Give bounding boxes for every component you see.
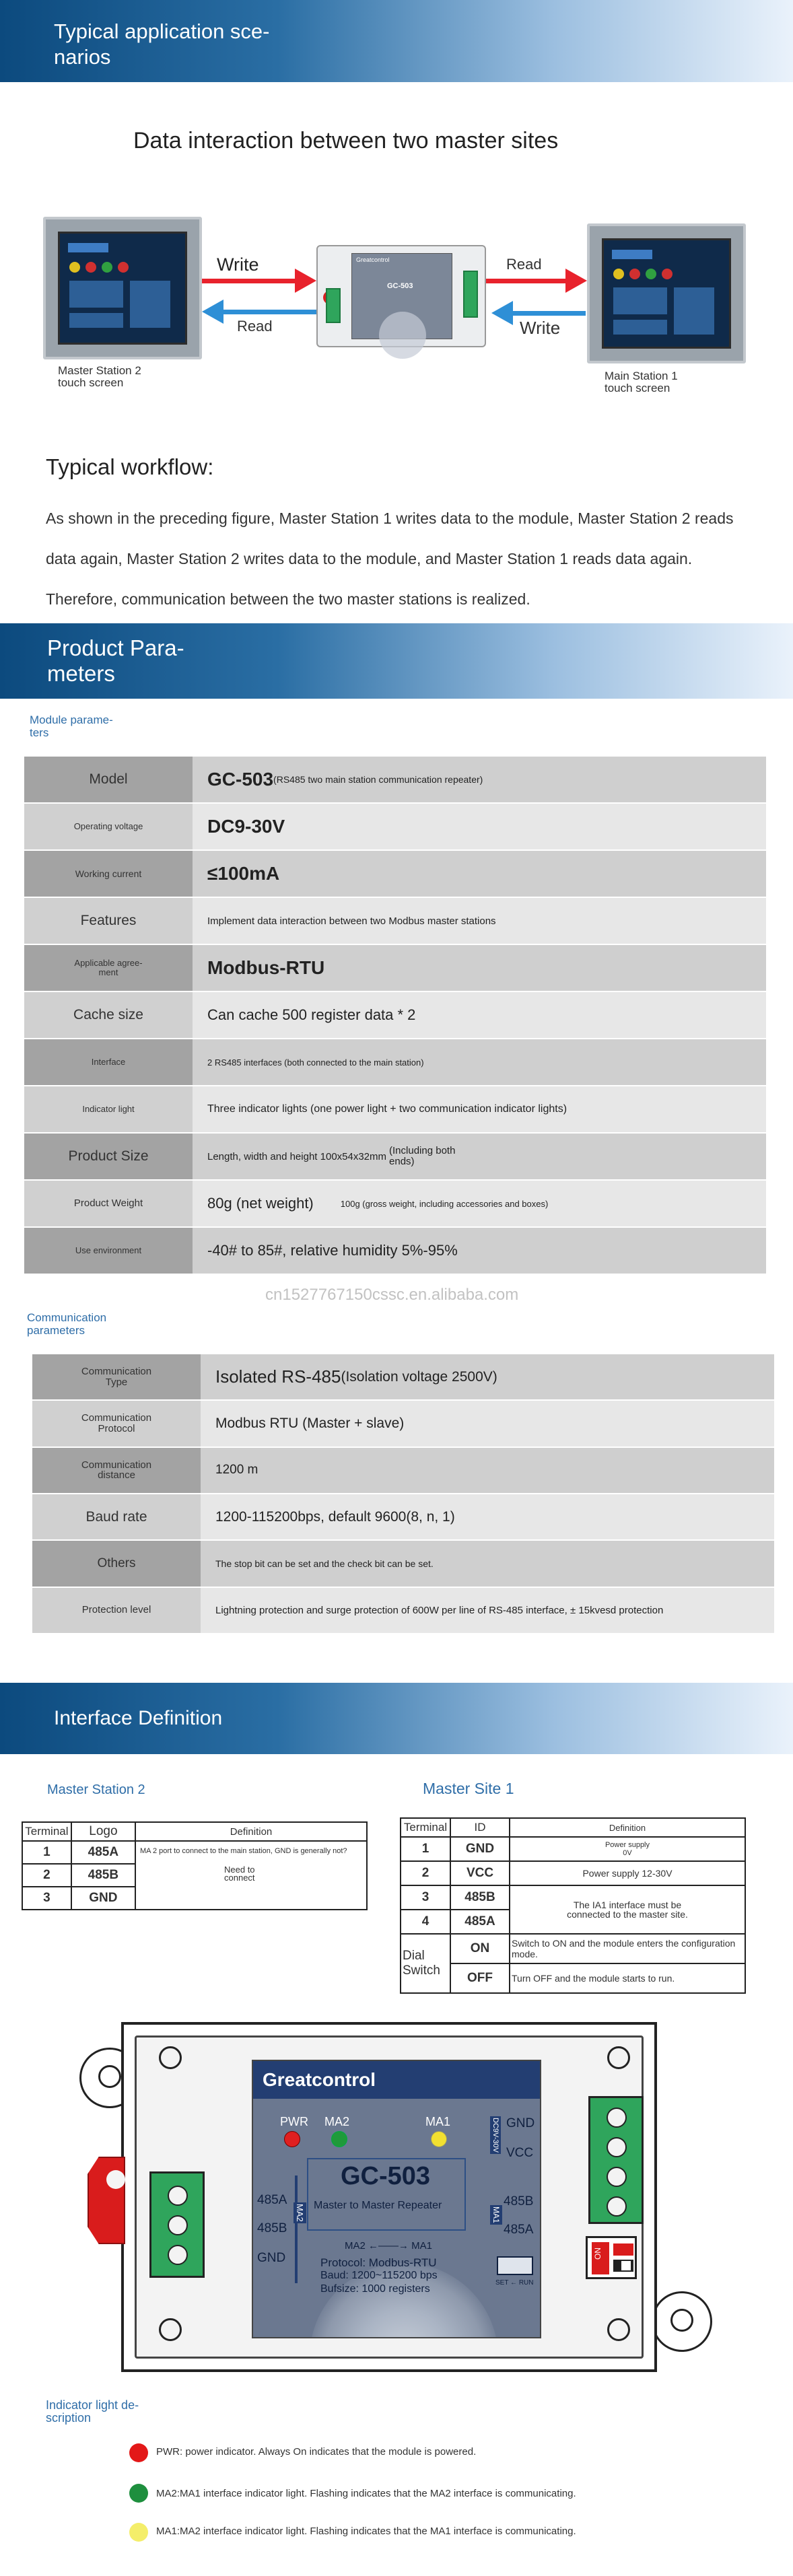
module-param-row [24,992,766,1038]
module-drawing [79,2022,715,2386]
module-param-value: ≤100mA [207,863,280,884]
indicator-ma2-text: MA2:MA1 interface indicator light. Flashing indicates that the MA2 interface is communicating. [156,2488,576,2499]
comm-param-value-cell [201,1448,774,1493]
comm-param-row [32,1354,774,1399]
module-param-row [24,945,766,991]
comm-param-note: (Isolation voltage 2500V) [341,1368,497,1385]
module-param-value-cell [193,992,766,1038]
module-param-label: Working current [24,851,193,897]
ma1-led [431,2131,447,2147]
left-screen-label: Master Station 2 touch screen [58,364,141,389]
module-param-row [24,1181,766,1226]
panel-subtitle: Master to Master Repeater [314,2200,442,2211]
left-terminal-block [149,2171,205,2278]
interface-banner [0,1683,793,1754]
write-label-right: Write [520,318,561,338]
module-param-note: (Including both ends) [389,1145,456,1167]
right-row3-n: 3 [401,1885,450,1910]
pwr-label: PWR [280,2115,308,2128]
right-interface-title: Master Site 1 [423,1780,514,1797]
module-param-label: Model [24,757,193,802]
dial-switch-label: Dial Switch [401,1934,450,1993]
module-param-note: (RS485 two main station communication repeater) [273,774,483,785]
left-touch-screen [43,217,202,359]
comm-param-value-cell [201,1541,774,1586]
comm-params-label: Communication parameters [27,1311,107,1337]
workflow-title: Typical workflow: [46,454,214,479]
module-param-row [24,1228,766,1274]
module-params-label: Module parame- ters [30,713,113,739]
right-header-definition: Definition [510,1818,745,1837]
module-param-row [24,851,766,897]
module-param-row [24,804,766,849]
module-param-row [24,1086,766,1132]
left-definition-cell [135,1841,367,1910]
comm-param-value: 1200-115200bps, default 9600(8, n, 1) [215,1508,455,1525]
left-def2: Need to connect [224,1865,255,1883]
comm-param-label: Communication distance [32,1448,201,1493]
right-terminal-block [588,2096,644,2224]
write-arrow-right [512,311,586,316]
scenarios-banner-title: Typical application sce- narios [54,20,270,69]
module-param-value: Length, width and height 100x54x32mm [207,1150,387,1162]
module-param-value: Implement data interaction between two Modbus master stations [207,915,496,927]
module-param-row [24,1134,766,1179]
params-banner-title: Product Para- meters [47,635,184,686]
diagram-title: Data interaction between two master sites [133,128,559,153]
pwr-led [284,2131,300,2147]
comm-param-row [32,1401,774,1446]
right-row1-n: 1 [401,1837,450,1861]
module-param-value: Can cache 500 register data * 2 [207,1006,416,1023]
module-panel [252,2060,541,2338]
left-header-terminal: Terminal [22,1822,71,1841]
panel-baud: Baud: 1200~115200 bps [320,2270,438,2281]
module-param-label: Features [24,898,193,944]
module-param-value-cell [193,1228,766,1274]
params-banner [0,623,793,699]
left-row1-logo: 485A [71,1841,135,1864]
module-param-row [24,757,766,802]
panel-model: GC-503 [341,2162,431,2190]
comm-param-row [32,1588,774,1633]
right-vert-top-label: DC9V-30V [491,2118,499,2153]
module-param-row [24,898,766,944]
ma2-label: MA2 [324,2115,350,2128]
comm-param-value: 1200 m [215,1463,258,1477]
left-row2-logo: 485B [71,1864,135,1887]
comm-param-value-cell [201,1588,774,1633]
green-led-icon [129,2484,148,2503]
module-param-value: Modbus-RTU [207,957,325,978]
module-param-value: Three indicator lights (one power light + two communication indicator lights) [207,1103,567,1115]
dip-switch[interactable] [586,2236,637,2279]
indicator-pwr-text: PWR: power indicator. Always On indicates that the module is powered. [156,2446,477,2458]
right-term-vcc: VCC [506,2146,534,2160]
right-row4-n: 4 [401,1910,450,1934]
watermark-text: cn1527767150cssc.en.alibaba.com [265,1286,519,1304]
right-row4-id: 485A [450,1910,510,1934]
indicator-title: Indicator light de- scription [46,2398,139,2425]
comm-param-row [32,1448,774,1493]
module-param-value-cell [193,1086,766,1132]
module-param-label: Applicable agree- ment [24,945,193,991]
indicator-ma1-text: MA1:MA2 interface indicator light. Flashing indicates that the MA1 interface is communicating. [156,2526,576,2537]
module-param-label: Product Size [24,1134,193,1179]
dial-off-def: Turn OFF and the module starts to run. [510,1963,745,1993]
right-header-terminal: Terminal [401,1818,450,1837]
comm-param-label: Communication Type [32,1354,201,1399]
panel-ma-link: MA2 ←——→ MA1 [345,2240,433,2252]
write-arrowhead-left [295,269,316,293]
dial-on-def: Switch to ON and the module enters the configuration mode. [510,1934,745,1963]
right-row2-def: Power supply 12-30V [510,1861,745,1885]
left-vert-label: MA2 [295,2204,305,2222]
right-header-id: ID [450,1818,510,1837]
module-param-value-cell [193,1181,766,1226]
left-row2-n: 2 [22,1864,71,1887]
read-label-left: Read [237,318,273,335]
left-red-connector [88,2157,125,2244]
read-arrowhead-left [202,300,223,324]
comm-param-value-cell [201,1494,774,1539]
comm-param-row [32,1494,774,1539]
left-term-485b: 485B [257,2221,287,2235]
comm-param-row [32,1541,774,1586]
set-run-label: SET ← RUN [495,2279,534,2287]
left-term-485a: 485A [257,2193,287,2207]
module-param-value-cell [193,1039,766,1085]
left-row3-logo: GND [71,1887,135,1910]
module-param-label: Product Weight [24,1181,193,1226]
right-term-485a: 485A [504,2223,534,2237]
right-interface-table [400,1817,746,1994]
comm-param-value: The stop bit can be set and the check bit can be set. [215,1558,434,1569]
module-param-value: DC9-30V [207,816,285,837]
left-term-gnd: GND [257,2251,286,2265]
comm-param-label: Communication Protocol [32,1401,201,1446]
right-touch-screen [587,223,746,363]
comm-param-value-cell [201,1401,774,1446]
module-param-label: Operating voltage [24,804,193,849]
center-module [316,245,486,347]
module-param-value: -40# to 85#, relative humidity 5%-95% [207,1242,458,1259]
module-param-note: 100g (gross weight, including accessories and boxes) [340,1198,549,1209]
comm-param-label: Others [32,1541,201,1586]
dial-on-id: ON [450,1934,510,1963]
interface-banner-title: Interface Definition [54,1707,223,1729]
module-param-value: 80g (net weight) [207,1195,314,1212]
module-param-label: Cache size [24,992,193,1038]
module-param-label: Use environment [24,1228,193,1274]
comm-param-label: Protection level [32,1588,201,1633]
module-param-value-cell [193,1134,766,1179]
read-arrowhead-right [565,269,587,293]
left-interface-table [22,1821,368,1910]
module-param-value: GC-503 [207,769,274,790]
left-header-logo: Logo [71,1822,135,1841]
red-led-icon [129,2443,148,2462]
comm-param-label: Baud rate [32,1494,201,1539]
comm-param-value: Modbus RTU (Master + slave) [215,1415,405,1431]
read-arrow-left [222,310,316,314]
module-param-row [24,1039,766,1085]
panel-bufsize: Bufsize: 1000 registers [320,2283,430,2295]
write-arrowhead-right [491,301,513,325]
panel-protocol: Protocol: Modbus-RTU [320,2256,437,2269]
right-row3-id: 485B [450,1885,510,1910]
module-param-value-cell [193,851,766,897]
module-param-label: Interface [24,1039,193,1085]
right-row1-id: GND [450,1837,510,1861]
comm-param-value-cell [201,1354,774,1399]
diagram-module-brand: Greatcontrol [356,256,390,263]
module-param-value-cell [193,898,766,944]
left-def1: MA 2 port to connect to the main station, GND is generally not? [140,1847,347,1855]
module-param-value: 2 RS485 interfaces (both connected to the main station) [207,1057,424,1068]
right-row2-n: 2 [401,1861,450,1885]
ma1-label: MA1 [425,2115,451,2128]
write-arrow-left [202,279,296,283]
scenarios-banner [0,0,793,82]
left-row3-n: 3 [22,1887,71,1910]
right-screen-label: Main Station 1 touch screen [605,370,678,394]
module-param-value-cell [193,804,766,849]
left-header-definition: Definition [135,1822,367,1841]
right-row3-def: The IA1 interface must be connected to the master site. [510,1885,745,1934]
comm-param-value: Isolated RS-485 [215,1366,341,1387]
right-row1-def: Power supply 0V [510,1837,745,1861]
read-arrow-right [486,279,567,283]
right-vert-bot-label: MA1 [491,2206,501,2223]
comm-params-table [32,1354,774,1634]
module-params-table [24,757,766,1275]
dial-off-id: OFF [450,1963,510,1993]
right-row2-id: VCC [450,1861,510,1885]
dip-on-label: ON [593,2248,602,2260]
read-label-right: Read [506,256,542,273]
diagram-module-model: GC-503 [387,282,413,290]
module-param-value-cell [193,945,766,991]
left-interface-title: Master Station 2 [47,1782,145,1797]
ma2-led [331,2131,347,2147]
comm-param-value: Lightning protection and surge protection of 600W per line of RS-485 interface, ± 15kvesd protection [215,1604,664,1616]
module-param-value-cell [193,757,766,802]
right-term-gnd: GND [506,2116,535,2130]
write-label-left: Write [217,254,259,275]
workflow-text: As shown in the preceding figure, Master Station 1 writes data to the module, Master Station 2 reads data again, Master Station 2 writes data to the module, and Master Station 1 reads data again. Therefore, communication between the two master stations is realized. [46,510,734,608]
module-brand: Greatcontrol [263,2069,376,2090]
left-row1-n: 1 [22,1841,71,1864]
right-term-485b: 485B [504,2194,534,2208]
yellow-led-icon [129,2523,148,2542]
module-param-label: Indicator light [24,1086,193,1132]
